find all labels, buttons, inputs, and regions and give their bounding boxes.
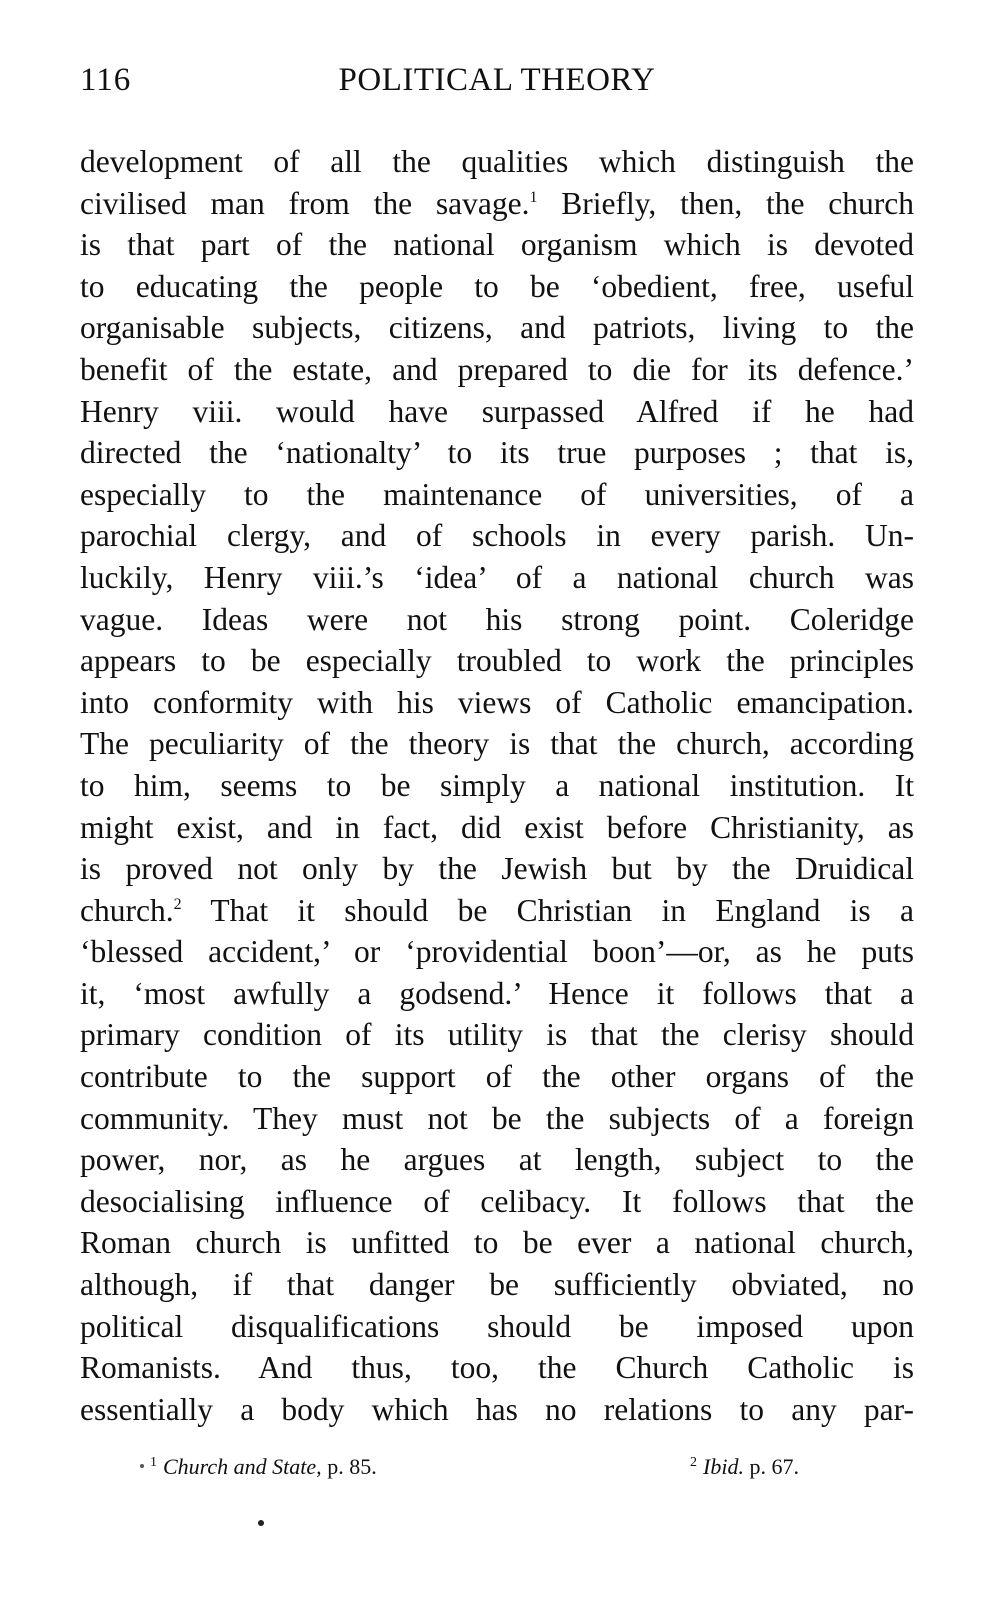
ink-dot [258, 1520, 264, 1526]
text-line: appears to be especially troubled to work the principles [80, 643, 914, 679]
text-line: is that part of the national organism which is devoted [80, 227, 914, 263]
text-line: The peculiarity of the theory is that the church, according [80, 726, 914, 762]
text-segment: civilised man from the savage. [80, 185, 530, 221]
text-segment: That it should be Christian in England is a [181, 892, 914, 928]
text-line: into conformity with his views of Catholic emancipation. [80, 684, 914, 720]
text-line: desocialising influence of celibacy. It follows that the [80, 1183, 914, 1219]
text-line: Romanists. And thus, too, the Church Catholic is [80, 1350, 914, 1386]
text-line: community. They must not be the subjects of a foreign [80, 1100, 914, 1136]
text-segment: Briefly, then, the church [537, 185, 914, 221]
text-line: especially to the maintenance of universities, of a [80, 476, 914, 512]
text-line: luckily, Henry viii.’s ‘idea’ of a national church was [80, 559, 914, 595]
footnote-number: 1 [150, 1455, 157, 1470]
text-line [80, 890, 914, 932]
text-line: to educating the people to be ‘obedient, free, useful [80, 268, 914, 304]
footnote-page: p. 85. [321, 1454, 377, 1479]
text-line: development of all the qualities which distinguish the [80, 144, 914, 179]
text-line: Henry viii. would have surpassed Alfred if he had [80, 393, 914, 429]
text-line: although, if that danger be sufficiently obviated, no [80, 1267, 914, 1303]
text-line: vague. Ideas were not his strong point. Coleridge [80, 601, 914, 637]
speck-mark [140, 1464, 144, 1468]
text-line: is proved not only by the Jewish but by the Druidical [80, 851, 914, 887]
body-text [80, 141, 914, 1430]
text-line: contribute to the support of the other organs of the [80, 1059, 914, 1095]
text-line: Roman church is unfitted to be ever a national church, [80, 1225, 914, 1261]
footnote-source: Ibid. [703, 1454, 744, 1479]
text-line: essentially a body which has no relations to any par- [80, 1391, 914, 1427]
text-line: primary condition of its utility is that the clerisy should [80, 1017, 914, 1053]
footnote-ref-2: 2 [173, 895, 182, 913]
running-title: POLITICAL THEORY [338, 62, 656, 98]
text-segment: church. [80, 892, 174, 928]
footnote-number: 2 [690, 1455, 697, 1470]
page-header [80, 62, 914, 116]
text-line: political disqualifications should be imposed upon [80, 1308, 914, 1344]
text-line: might exist, and in fact, did exist before Christianity, as [80, 809, 914, 845]
text-line: organisable subjects, citizens, and patriots, living to the [80, 310, 914, 346]
page-number: 116 [80, 62, 132, 98]
text-line: directed the ‘nationalty’ to its true purposes ; that is, [80, 435, 914, 471]
text-line: power, nor, as he argues at length, subject to the [80, 1142, 914, 1178]
footnote-1 [150, 1454, 377, 1480]
footnote-source: Church and State, [163, 1454, 322, 1479]
footnotes [80, 1454, 914, 1494]
footnote-page: p. 67. [743, 1454, 799, 1479]
footnote-ref-1: 1 [529, 188, 538, 206]
text-line: to him, seems to be simply a national institution. It [80, 767, 914, 803]
text-line [80, 183, 914, 225]
text-line: it, ‘most awfully a godsend.’ Hence it follows that a [80, 975, 914, 1011]
text-line: benefit of the estate, and prepared to die for its defence.’ [80, 351, 914, 387]
text-line: parochial clergy, and of schools in every parish. Un- [80, 518, 914, 554]
text-line: ‘blessed accident,’ or ‘providential boon’—or, as he puts [80, 934, 914, 970]
footnote-2 [690, 1454, 799, 1480]
